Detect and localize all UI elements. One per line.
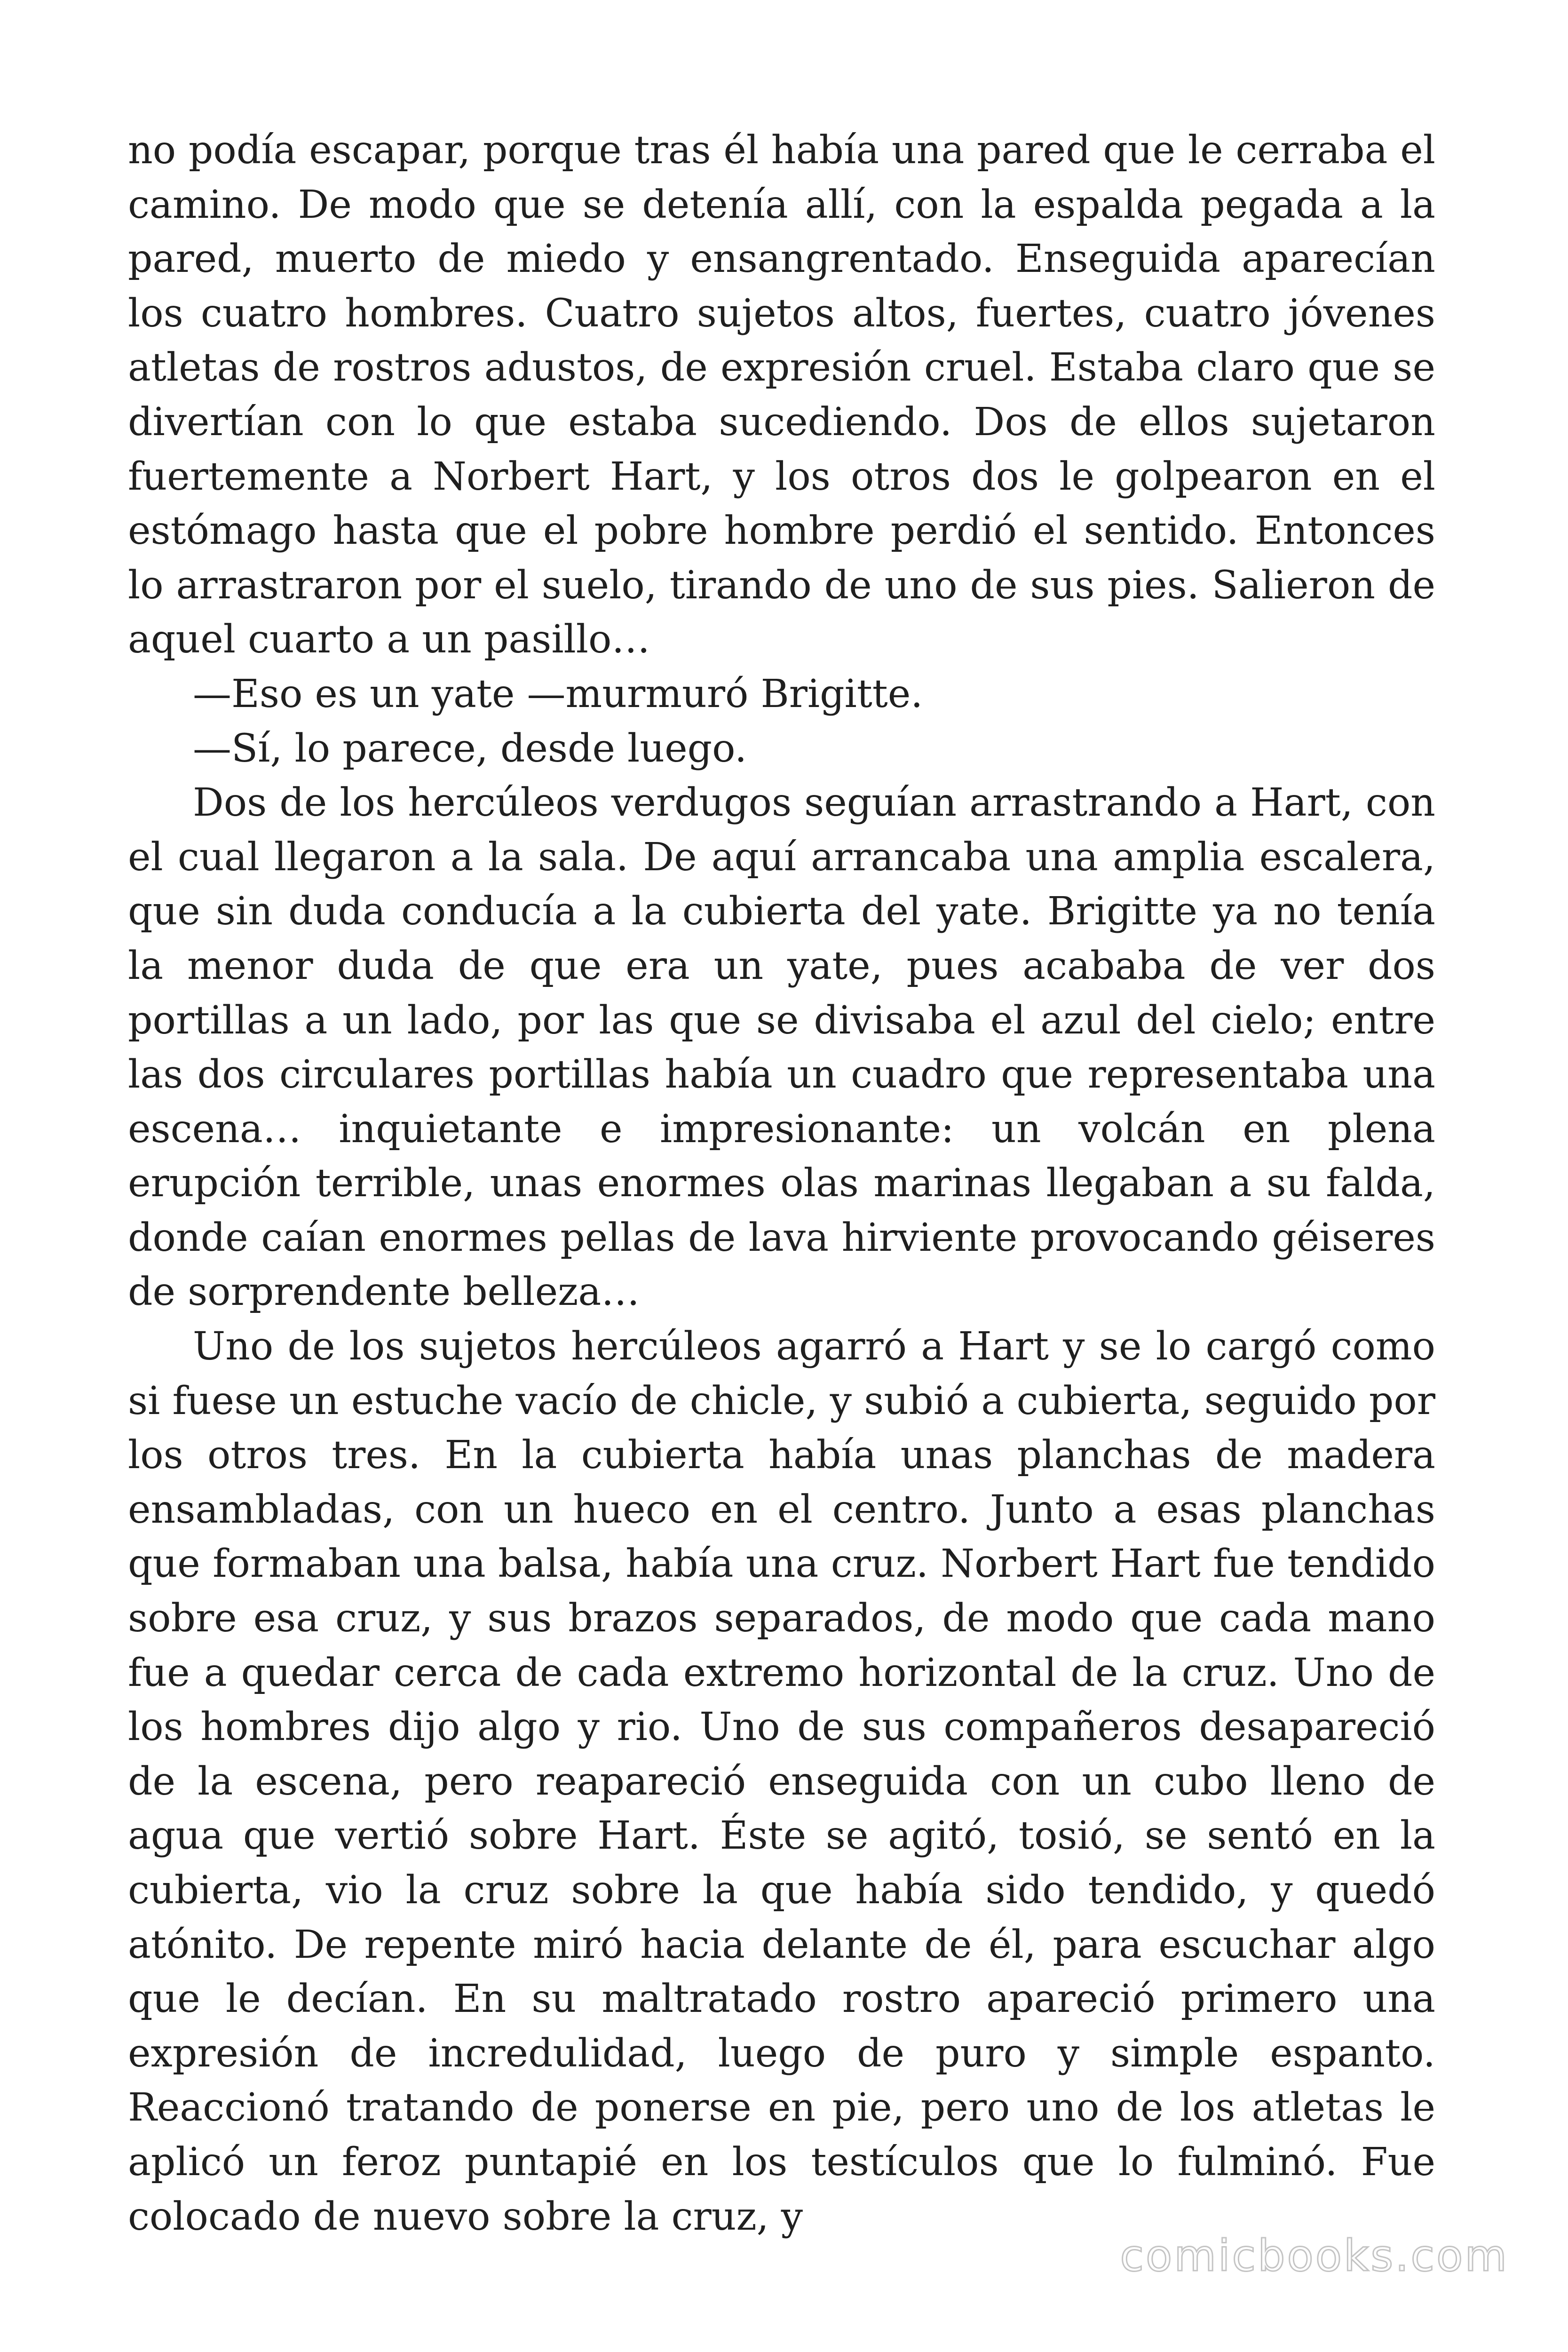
watermark: comicbooks.com <box>1120 2231 1509 2281</box>
paragraph: Dos de los hercúleos verdugos seguían arrastrando a Hart, con el cual llegaron a la sala. De aquí arrancaba una amplia escalera, que sin duda conducía a la cubierta del yate. Brigitte ya no tenía la menor duda de que era un yate, pues acababa de ver dos portillas a un lado, por las que se divisaba el azul del cielo; entre las dos circulares portillas había un cuadro que representaba una escena… inquietante e impresionante: un volcán en plena erupción terrible, unas enormes olas marinas llegaban a su falda, donde caían enormes pellas de lava hirviente provocando géiseres de sorprendente belleza… <box>128 780 1435 1315</box>
paragraph: Uno de los sujetos hercúleos agarró a Hart y se lo cargó como si fuese un estuche vacío de chicle, y subió a cubierta, seguido por los otros tres. En la cubierta había unas planchas de madera ensambladas, con un hueco en el centro. Junto a esas planchas que formaban una balsa, había una cruz. Norbert Hart fue tendido sobre esa cruz, y sus brazos separados, de modo que cada mano fue a quedar cerca de cada extremo horizontal de la cruz. Uno de los hombres dijo algo y rio. Uno de sus compañeros desapareció de la escena, pero reapareció enseguida con un cubo lleno de agua que vertió sobre Hart. Éste se agitó, tosió, se sentó en la cubierta, vio la cruz sobre la que había sido tendido, y quedó atónito. De repente miró hacia delante de él, para escuchar algo que le decían. En su maltratado rostro apareció primero una expresión de incredulidad, luego de puro y simple espanto. Reaccionó tratando de ponerse en pie, pero uno de los atletas le aplicó un feroz puntapié en los testículos que lo fulminó. Fue colocado de nuevo sobre la cruz, y <box>128 1324 1435 2239</box>
dialogue-line: —Eso es un yate —murmuró Brigitte. <box>193 671 923 716</box>
body-text <box>128 123 1435 2244</box>
dialogue-line: —Sí, lo parece, desde luego. <box>193 726 747 771</box>
paragraph-continuation: no podía escapar, porque tras él había una pared que le cerraba el camino. De modo que se detenía allí, con la espalda pegada a la pared, muerto de miedo y ensangrentado. Enseguida aparecían los cuatro hombres. Cuatro sujetos altos, fuertes, cuatro jóvenes atletas de rostros adustos, de expresión cruel. Estaba claro que se divertían con lo que estaba sucediendo. Dos de ellos sujetaron fuertemente a Norbert Hart, y los otros dos le golpearon en el estómago hasta que el pobre hombre perdió el sentido. Entonces lo arrastraron por el suelo, tirando de uno de sus pies. Salieron de aquel cuarto a un pasillo… <box>128 128 1435 662</box>
